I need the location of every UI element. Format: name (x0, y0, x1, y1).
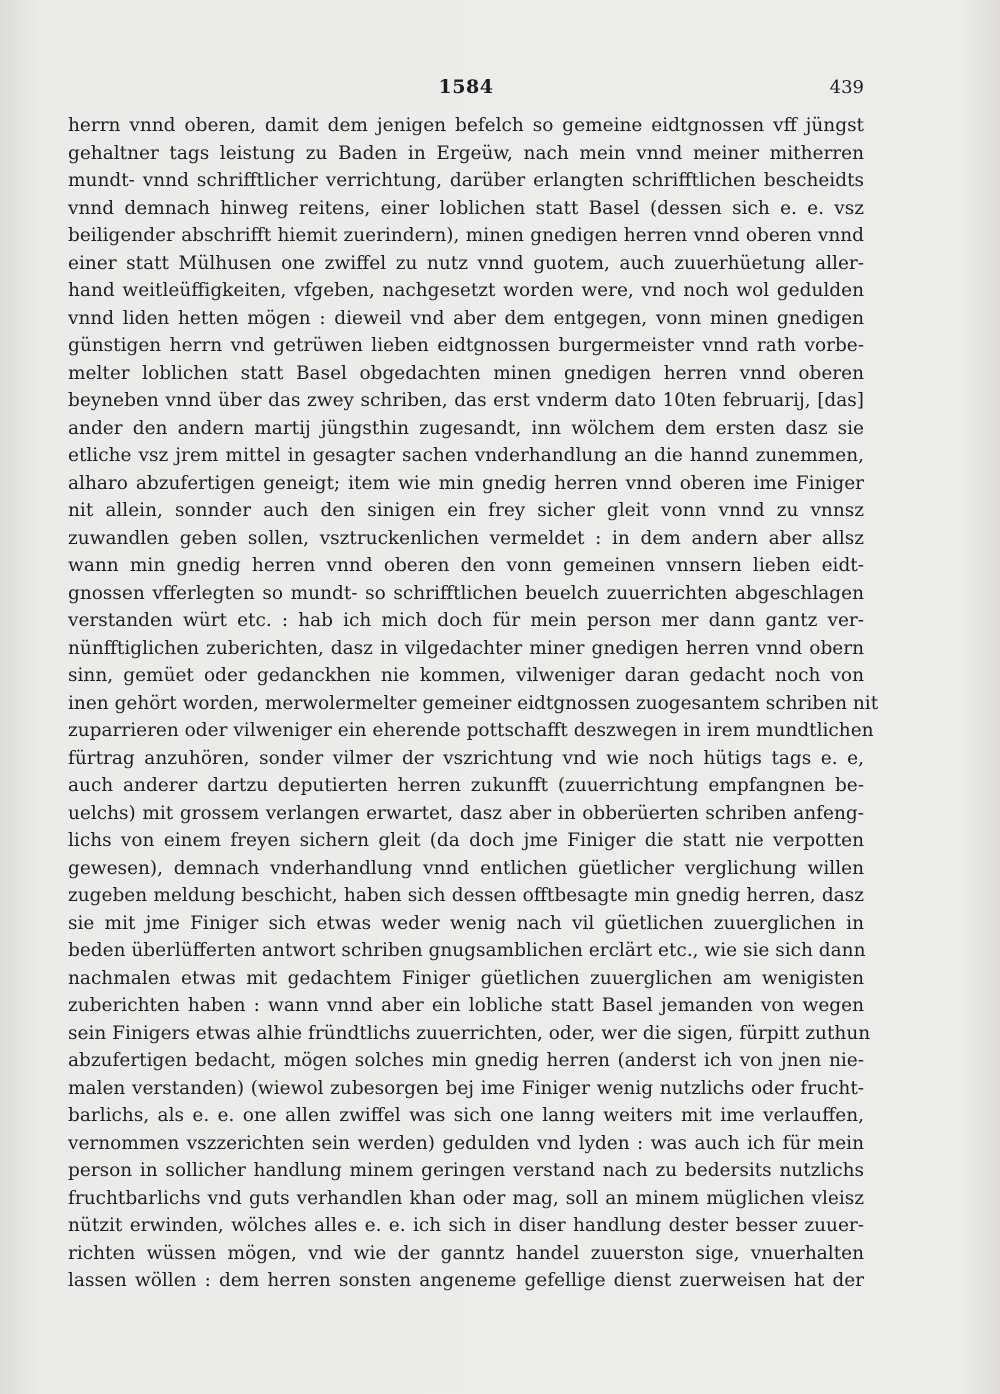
text-line: zuberichten haben : wann vnnd aber ein lobliche statt Basel jemanden von wegen (68, 995, 864, 1016)
text-line: barlichs, als e. e. one allen zwiffel was sich one lanng weiters mit ime verlauffen, (68, 1105, 864, 1126)
text-line: fruchtbarlichs vnd guts verhandlen khan oder mag, soll an minem müglichen vleisz (68, 1187, 864, 1209)
text-line: nachmalen etwas mit gedachtem Finiger güetlichen zuuerglichen am wenigisten (68, 967, 864, 989)
text-line: nützit erwinden, wölches alles e. e. ich sich in diser handlung dester besser zuuer- (68, 1215, 864, 1236)
text-line: beden überlüfferten antwort schriben gnugsamblichen erclärt etc., wie sie sich dann (68, 940, 866, 961)
text-line: vnnd demnach hinweg reitens, einer loblichen statt Basel (dessen sich e. e. vsz (68, 197, 864, 219)
text-line: melter loblichen statt Basel obgedachten minen gnedigen herren vnnd oberen (68, 362, 864, 384)
text-line: nünfftiglichen zuberichten, dasz in vilgedachter miner gnedigen herren vnnd obern (68, 637, 864, 659)
text-line: ander den andern martij jüngsthin zugesandt, inn wölchem dem ersten dasz sie (68, 417, 864, 439)
text-line: alharo abzufertigen geneigt; item wie min gnedig herren vnnd oberen ime Finiger (68, 472, 864, 494)
text-line: zugeben meldung beschicht, haben sich dessen offtbesagte min gnedig herren, dasz (68, 885, 864, 906)
text-line: abzufertigen bedacht, mögen solches min gnedig herren (anderst ich von jnen nie- (68, 1050, 864, 1071)
text-line: gnossen vfferlegten so mundt- so schrifftlichen beuelch zuuerrichten abgeschlagen (68, 582, 864, 604)
text-line: malen verstanden) (wiewol zubesorgen bej ime Finiger wenig nutzlichs oder frucht- (68, 1077, 864, 1099)
header-year: 1584 (438, 76, 494, 98)
text-line: beyneben vnnd über das zwey schriben, das erst vnderm dato 10ten februarij, [das] (68, 390, 864, 411)
text-line: lichs von einem freyen sichern gleit (da doch jme Finiger die statt nie verpotten (68, 830, 864, 851)
text-line: wann min gnedig herren vnnd oberen den vonn gemeinen vnnsern lieben eidt- (68, 555, 864, 576)
text-line: mundt- vnnd schrifftlicher verrichtung, darüber erlangten schrifftlichen bescheidts (68, 170, 864, 191)
text-line: richten wüssen mögen, vnd wie der ganntz handel zuuerston sige, vnuerhalten (68, 1242, 864, 1264)
text-line: vnnd liden hetten mögen : dieweil vnd aber dem entgegen, vonn minen gnedigen (68, 307, 864, 329)
text-line: herrn vnnd oberen, damit dem jenigen befelch so gemeine eidtgnossen vff jüngst (68, 115, 864, 136)
text-line: uelchs) mit grossem verlangen erwartet, dasz aber in obberüerten schriben anfeng- (68, 802, 864, 824)
text-line: auch anderer dartzu deputierten herren zukunfft (zuuerrichtung empfangnen be- (68, 775, 864, 796)
text-line: günstigen herrn vnd getrüwen lieben eidtgnossen burgermeister vnnd rath vorbe- (68, 335, 864, 356)
page-number: 439 (829, 77, 864, 98)
text-line: zuparrieren oder vilweniger ein eherende pottschafft deszwegen in irem mundtlichen (68, 720, 874, 741)
text-line: zuwandlen geben sollen, vsztruckenlichen vermeldet : in dem andern aber allsz (68, 527, 864, 549)
text-line: fürtrag anzuhören, sonder vilmer der vszrichtung vnd wie noch hütigs tags e. e, (68, 747, 864, 769)
text-line: gewesen), demnach vnderhandlung vnnd entlichen güetlicher verglichung willen (68, 857, 864, 879)
text-line: verstanden würt etc. : hab ich mich doch für mein person mer dann gantz ver- (68, 610, 864, 631)
text-line: sinn, gemüet oder gedanckhen nie kommen, vilweniger daran gedacht noch von (68, 665, 864, 686)
text-line: beiligender abschrifft hiemit zuerindern), minen gnedigen herren vnnd oberen vnnd (68, 225, 864, 246)
text-line: inen gehört worden, merwolermelter gemeiner eidtgnossen zuogesantem schriben nit (68, 692, 879, 714)
text-line: etliche vsz jrem mittel in gesagter sachen vnderhandlung an die hannd zunemmen, (68, 445, 864, 466)
text-line: lassen wöllen : dem herren sonsten angeneme gefellige dienst zuerweisen hat der (68, 1270, 864, 1291)
body-text (68, 112, 879, 1295)
text-line: hand weitleüffigkeiten, vfgeben, nachgesetzt worden were, vnd noch wol gedulden (68, 280, 864, 301)
text-line: sein Finigers etwas alhie fründtlichs zuuerrichten, oder, wer die sigen, fürpitt zuthun (68, 1022, 871, 1044)
text-line: gehaltner tags leistung zu Baden in Ergeüw, nach mein vnnd meiner mitherren (68, 142, 864, 164)
text-line: sie mit jme Finiger sich etwas weder wenig nach vil güetlichen zuuerglichen in (68, 912, 864, 934)
page-header (68, 76, 864, 104)
text-line: person in sollicher handlung minem geringen verstand nach zu bedersits nutzlichs (68, 1160, 864, 1181)
text-line: einer statt Mülhusen one zwiffel zu nutz vnnd guotem, auch zuuerhüetung aller- (68, 252, 864, 274)
text-line: nit allein, sonnder auch den sinigen ein frey sicher gleit vonn vnnd zu vnnsz (68, 500, 864, 521)
text-line: vernommen vszzerichten sein werden) gedulden vnd lyden : was auch ich für mein (68, 1132, 864, 1154)
